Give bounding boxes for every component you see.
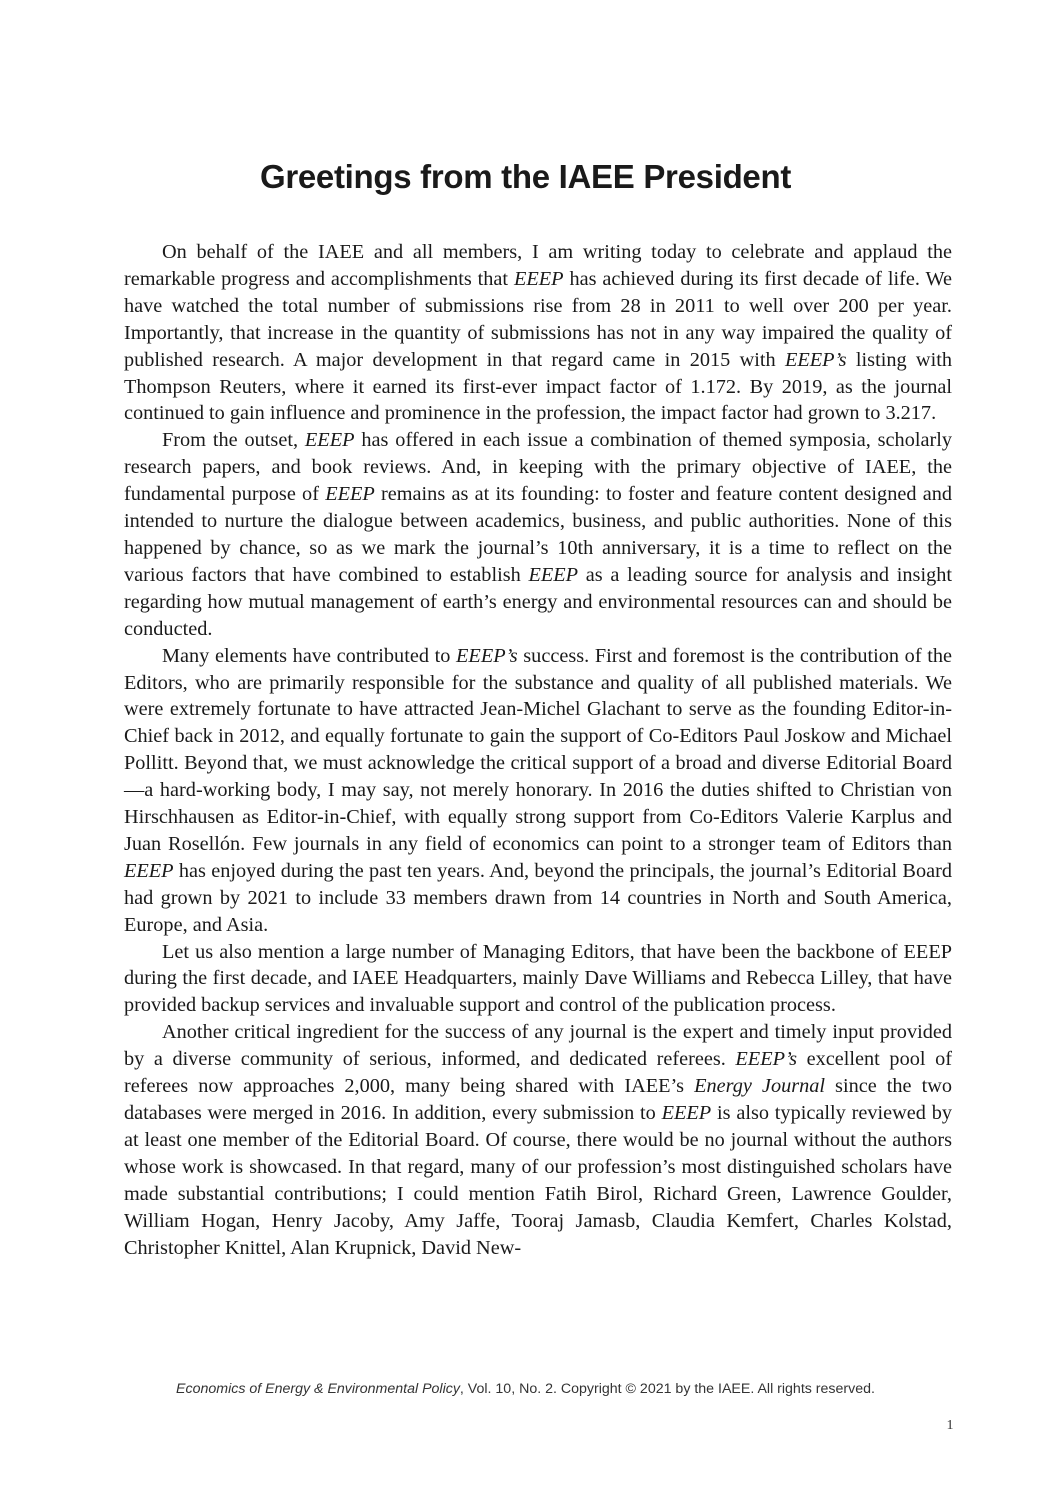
italic-text: EEEP <box>124 859 174 882</box>
text-run: since the two databases were merged in 2016. In addition, every submission to <box>124 1075 952 1124</box>
body-paragraph <box>124 939 952 1020</box>
text-run: as a leading source for analysis and insight regarding how mutual management of earth’s energy and environmental resources can and should be conducted. <box>124 563 952 640</box>
text-run: remains as at its founding: to foster and feature content designed and intended to nurture the dialogue between academics, business, and public authorities. None of this happened by chance, so as we mark the journal’s 10th anniversary, it is a time to reflect on the various factors that have combined to establish <box>124 483 953 586</box>
italic-text: EEEP <box>661 1102 712 1124</box>
italic-text: EEEP <box>325 483 375 506</box>
body-paragraph <box>124 239 952 427</box>
article-body <box>124 239 952 1261</box>
text-run: Let us also mention a large number of Managing Editors, that have been the backbone of EEEP during the first decade, and IAEE Headquarters, mainly Dave Williams and Rebecca Lilley, that have provided backup services and invaluable support and control of the publication process. <box>124 940 952 1017</box>
text-run: has enjoyed during the past ten years. And, beyond the principals, the journal’s Editorial Board had grown by 2021 to include 33 members drawn from 14 countries in North and South America, Europe, and Asia. <box>124 859 952 936</box>
copyright-text: , Vol. 10, No. 2. Copyright © 2021 by the IAEE. All rights reserved. <box>459 1381 875 1397</box>
italic-text: Energy Journal <box>694 1075 826 1098</box>
text-run: From the outset, <box>162 429 305 452</box>
text-run: On behalf of the IAEE and all members, I am writing today to celebrate and applaud the remarkable progress and accomplishments that <box>124 241 952 290</box>
text-run: is also typically reviewed by at least one member of the Editorial Board. Of course, there would be no journal without the authors whose work is showcased. In that regard, many of our profession’s most distinguished scholars have made substantial contributions; I could mention Fatih Birol, Richard Green, Lawrence Goulder, William Hogan, Henry Jacoby, Amy Jaffe, Tooraj Jamasb, Claudia Kemfert, Charles Kolstad, Christopher Knittel, Alan Krupnick, David New- <box>124 1102 952 1259</box>
italic-text: EEEP’s <box>784 348 847 371</box>
text-run: has offered in each issue a combination of themed symposia, scholarly research papers, and book reviews. And, in keeping with the primary objective of IAEE, the fundamental purpose of <box>124 429 953 506</box>
body-paragraph <box>124 1019 952 1261</box>
text-run: Many elements have contributed to <box>162 644 457 667</box>
text-run: listing with Thompson Reuters, where it earned its first-ever impact factor of 1.172. By 2019, as the journal continued to gain influence and prominence in the profession, the impact factor had grown to 3.217. <box>124 348 952 425</box>
page-number: 1 <box>946 1418 954 1433</box>
journal-name: Economics of Energy & Environmental Policy <box>176 1381 460 1397</box>
italic-text: EEEP <box>304 429 355 452</box>
body-paragraph <box>124 643 952 939</box>
text-run: excellent pool of referees now approaches 2,000, many being shared with IAEE’s <box>124 1048 953 1098</box>
text-run: has achieved during its first decade of life. We have watched the total number of submissions rise from 28 in 2011 to well over 200 per year. Importantly, that increase in the quantity of submissions has not in any way impaired the quality of published research. A major development in that regard came in 2015 with <box>124 267 953 371</box>
body-paragraph <box>124 427 952 642</box>
italic-text: EEEP’s <box>456 644 518 667</box>
italic-text: EEEP <box>528 563 579 586</box>
copyright-footer <box>0 1381 1051 1397</box>
text-run: success. First and foremost is the contribution of the Editors, who are primarily responsible for the substance and quality of all published materials. We were extremely fortunate to have attracted Jean-Michel Glachant to serve as the founding Editor-in-Chief back in 2012, and equally fortunate to gain the support of Co-Editors Paul Joskow and Michael Pollitt. Beyond that, we must acknowledge the critical support of a broad and diverse Editorial Board—a hard-working body, I may say, not merely honorary. In 2016 the duties shifted to Christian von Hirschhausen as Editor-in-Chief, with equally strong support from Co-Editors Valerie Karplus and Juan Rosellón. Few journals in any field of economics can point to a stronger team of Editors than <box>124 644 952 855</box>
italic-text: EEEP’s <box>735 1048 798 1071</box>
text-run: Another critical ingredient for the success of any journal is the expert and timely input provided by a diverse community of serious, informed, and dedicated referees. <box>124 1021 952 1071</box>
italic-text: EEEP <box>513 267 564 290</box>
page-title: Greetings from the IAEE President <box>259 158 792 195</box>
